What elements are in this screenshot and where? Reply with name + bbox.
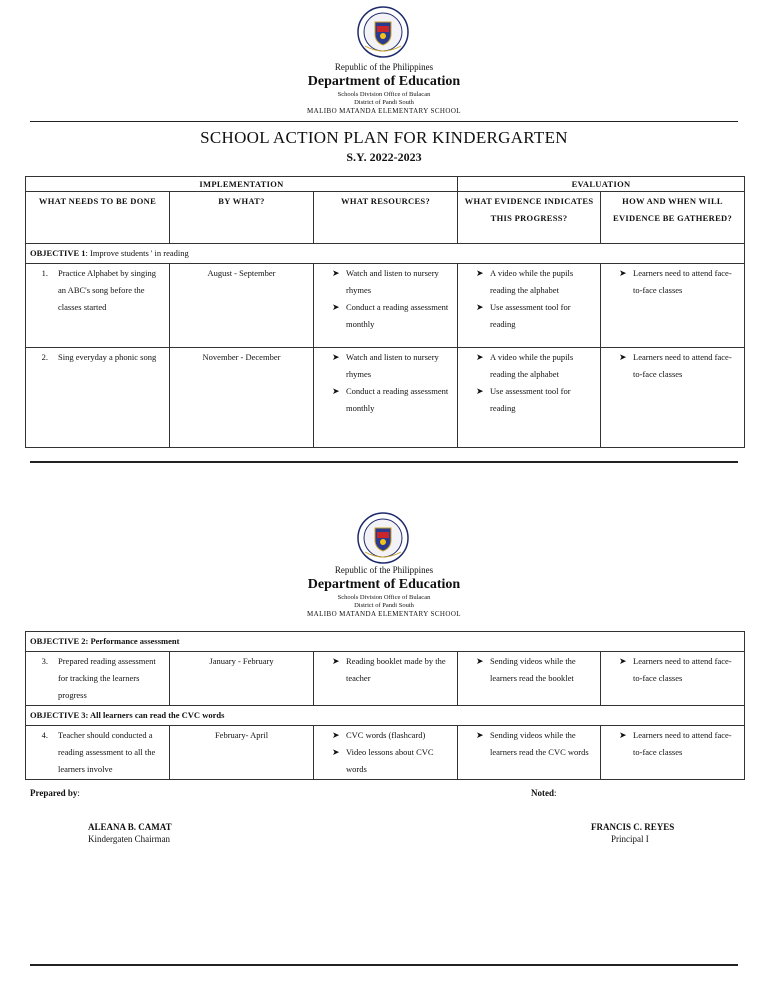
- when-cell: [601, 652, 745, 706]
- list-item: ➤ Use assessment tool for reading: [462, 299, 596, 333]
- table-row: [26, 652, 745, 706]
- col-resources-header: WHAT RESOURCES?: [314, 192, 458, 244]
- school-year: S.Y. 2022-2023: [346, 150, 422, 164]
- resources-cell: [314, 264, 458, 348]
- noted-label: Noted:: [531, 788, 557, 798]
- objective-1: OBJECTIVE 1: Improve students ' in reading: [26, 244, 745, 264]
- list-item: ➤ Conduct a reading assessment monthly: [318, 383, 453, 417]
- noter-name: FRANCIS C. REYES: [591, 822, 675, 832]
- deped-seal-logo: [357, 6, 409, 58]
- letterhead: [0, 565, 768, 619]
- letterhead: [0, 62, 768, 116]
- arrow-bullet-icon: ➤: [332, 656, 340, 666]
- republic-text: Republic of the Philippines: [334, 565, 434, 575]
- list-item: ➤ Learners need to attend face-to-face classes: [605, 653, 740, 687]
- objective-row: [26, 244, 745, 264]
- arrow-bullet-icon: ➤: [476, 730, 484, 740]
- district-text: District of Pandi South: [354, 99, 414, 106]
- list-item: ➤ Sending videos while the learners read the CVC words: [462, 727, 596, 761]
- arrow-bullet-icon: ➤: [476, 386, 484, 396]
- evaluation-header: EVALUATION: [458, 177, 745, 192]
- list-item: ➤ Sending videos while the learners read the booklet: [462, 653, 596, 687]
- arrow-bullet-icon: ➤: [619, 730, 627, 740]
- deped-seal-logo: [357, 512, 409, 564]
- objective-row: [26, 632, 745, 652]
- header-divider: [30, 121, 738, 122]
- task-cell: 1. Practice Alphabet by singing an ABC's song before the classes started: [26, 264, 170, 348]
- list-item: ➤ Reading booklet made by the teacher: [318, 653, 453, 687]
- preparer-name: ALEANA B. CAMAT: [88, 822, 172, 832]
- period-cell: February- April: [170, 726, 314, 780]
- page-1-bottom-divider: [30, 461, 738, 463]
- list-item: ➤ Learners need to attend face-to-face classes: [605, 349, 740, 383]
- list-item: ➤ CVC words (flashcard): [318, 727, 453, 744]
- column-header-row: [26, 192, 745, 244]
- arrow-bullet-icon: ➤: [476, 302, 484, 312]
- page-2-bottom-divider: [30, 964, 738, 966]
- arrow-bullet-icon: ➤: [476, 352, 484, 362]
- evidence-cell: [458, 348, 601, 448]
- arrow-bullet-icon: ➤: [332, 730, 340, 740]
- objective-row: [26, 706, 745, 726]
- table-row: [26, 348, 745, 448]
- evidence-cell: [458, 726, 601, 780]
- list-item: ➤ A video while the pupils reading the alphabet: [462, 349, 596, 383]
- list-item: ➤ Use assessment tool for reading: [462, 383, 596, 417]
- department-text: Department of Education: [307, 74, 461, 89]
- objective-3: OBJECTIVE 3: All learners can read the CVC words: [26, 706, 745, 726]
- arrow-bullet-icon: ➤: [332, 386, 340, 396]
- list-item: ➤ Video lessons about CVC words: [318, 744, 453, 778]
- noter-title: Principal I: [611, 834, 649, 844]
- arrow-bullet-icon: ➤: [476, 268, 484, 278]
- task-cell: 3. Prepared reading assessment for tracking the learners progress: [26, 652, 170, 706]
- action-plan-table-2: [25, 631, 745, 780]
- list-item: ➤ Watch and listen to nursery rhymes: [318, 265, 453, 299]
- arrow-bullet-icon: ➤: [332, 268, 340, 278]
- division-text: Schools Division Office of Bulacan: [337, 594, 431, 601]
- school-text: MALIBO MATANDA ELEMENTARY SCHOOL: [307, 610, 461, 618]
- when-cell: [601, 726, 745, 780]
- republic-text: Republic of the Philippines: [334, 62, 434, 72]
- prepared-by-label: Prepared by:: [30, 788, 80, 798]
- arrow-bullet-icon: ➤: [619, 656, 627, 666]
- resources-cell: [314, 726, 458, 780]
- list-item: ➤ Watch and listen to nursery rhymes: [318, 349, 453, 383]
- arrow-bullet-icon: ➤: [619, 268, 627, 278]
- arrow-bullet-icon: ➤: [476, 656, 484, 666]
- preparer-title: Kindergaten Chairman: [88, 834, 171, 844]
- evidence-cell: [458, 652, 601, 706]
- plan-title: SCHOOL ACTION PLAN FOR KINDERGARTEN: [200, 128, 568, 147]
- table-row: [26, 726, 745, 780]
- resources-cell: [314, 652, 458, 706]
- list-item: ➤ A video while the pupils reading the alphabet: [462, 265, 596, 299]
- when-cell: [601, 348, 745, 448]
- col-what-header: WHAT NEEDS TO BE DONE: [26, 192, 170, 244]
- implementation-header: IMPLEMENTATION: [26, 177, 458, 192]
- arrow-bullet-icon: ➤: [332, 747, 340, 757]
- period-cell: August - September: [170, 264, 314, 348]
- col-by-header: BY WHAT?: [170, 192, 314, 244]
- list-item: ➤ Conduct a reading assessment monthly: [318, 299, 453, 333]
- col-evidence-header: WHAT EVIDENCE INDICATES THIS PROGRESS?: [458, 192, 601, 244]
- school-text: MALIBO MATANDA ELEMENTARY SCHOOL: [307, 107, 461, 115]
- list-item: ➤ Learners need to attend face-to-face classes: [605, 265, 740, 299]
- action-plan-table-1: [25, 176, 745, 448]
- district-text: District of Pandi South: [354, 602, 414, 609]
- when-cell: [601, 264, 745, 348]
- department-text: Department of Education: [307, 577, 461, 592]
- arrow-bullet-icon: ➤: [619, 352, 627, 362]
- arrow-bullet-icon: ➤: [332, 352, 340, 362]
- task-cell: 2. Sing everyday a phonic song: [26, 348, 170, 448]
- period-cell: January - February: [170, 652, 314, 706]
- objective-2: OBJECTIVE 2: Performance assessment: [26, 632, 745, 652]
- division-text: Schools Division Office of Bulacan: [337, 91, 431, 98]
- table-row: [26, 264, 745, 348]
- group-header-row: [26, 177, 745, 192]
- evidence-cell: [458, 264, 601, 348]
- task-cell: 4. Teacher should conducted a reading assessment to all the learners involve: [26, 726, 170, 780]
- col-when-header: HOW AND WHEN WILL EVIDENCE BE GATHERED?: [601, 192, 745, 244]
- resources-cell: [314, 348, 458, 448]
- period-cell: November - December: [170, 348, 314, 448]
- arrow-bullet-icon: ➤: [332, 302, 340, 312]
- list-item: ➤ Learners need to attend face-to-face classes: [605, 727, 740, 761]
